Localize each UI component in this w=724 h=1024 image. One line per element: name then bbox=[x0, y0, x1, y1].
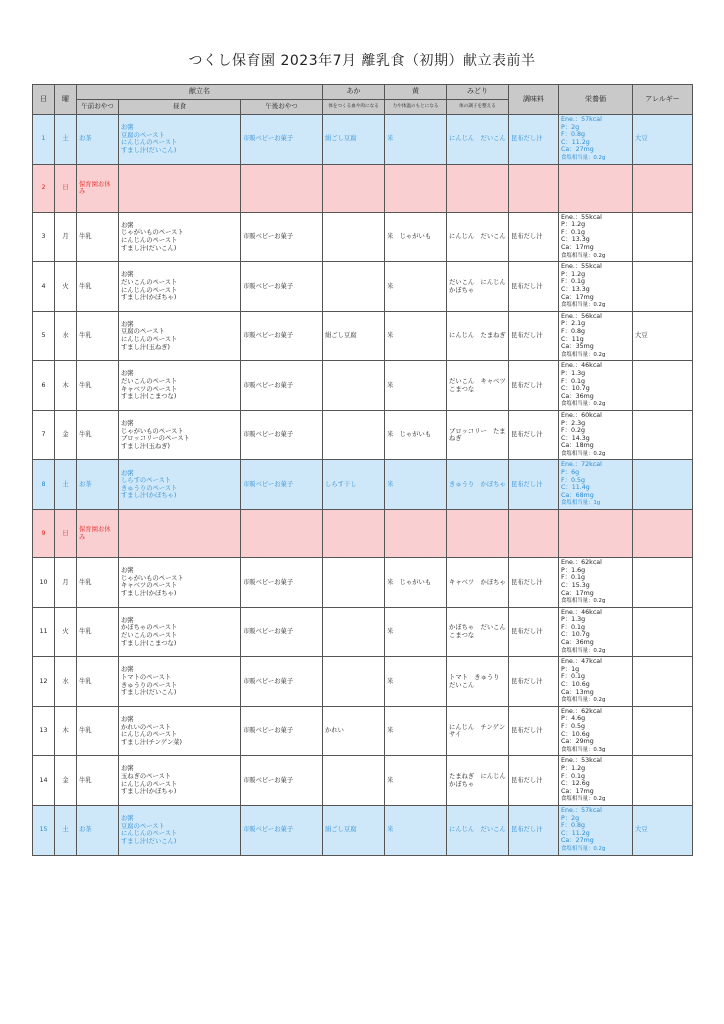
nutrition-cell bbox=[559, 361, 633, 411]
allergy-cell: 大豆 bbox=[633, 311, 693, 361]
lunch-cell: お粥 かぼちゃのペースト だいこんのペースト すまし汁(こまつな) bbox=[119, 607, 241, 657]
salt-equivalent: 食塩相当量：0.2g bbox=[561, 845, 606, 852]
allergy-cell bbox=[633, 706, 693, 756]
allergy-cell bbox=[633, 164, 693, 212]
yellow-food-cell: 米 bbox=[385, 115, 447, 165]
green-food-cell: にんじん チンゲン サイ bbox=[447, 706, 509, 756]
weekday-cell: 水 bbox=[55, 657, 77, 707]
allergy-cell bbox=[633, 410, 693, 460]
green-food-cell: にんじん だいこん bbox=[447, 805, 509, 855]
salt-equivalent: 食塩相当量：0.2g bbox=[561, 598, 606, 605]
header-lunch: 昼食 bbox=[119, 100, 241, 115]
red-food-cell bbox=[323, 262, 385, 312]
seasoning-cell: 昆布だし汁 bbox=[509, 756, 559, 806]
nutrition-values: Ene.：56kcal P：2.1g F：0.8g C：11g Ca：35mg bbox=[561, 312, 602, 351]
table-row bbox=[33, 410, 693, 460]
lunch-cell: お粥 かれいのペースト にんじんのペースト すまし汁(チンゲン菜) bbox=[119, 706, 241, 756]
yellow-food-cell: 米 bbox=[385, 706, 447, 756]
yellow-food-cell: 米 じゃがいも bbox=[385, 212, 447, 262]
salt-equivalent: 食塩相当量：0.2g bbox=[561, 450, 606, 457]
nutrition-values: Ene.：62kcal P：4.6g F：0.5g C：10.6g Ca：29mg bbox=[561, 707, 602, 746]
table-row bbox=[33, 657, 693, 707]
table-row bbox=[33, 558, 693, 608]
lunch-cell: お粥 じゃがいものペースト キャベツのペースト すまし汁(かぼちゃ) bbox=[119, 558, 241, 608]
lunch-cell: お粥 豆腐のペースト にんじんのペースト すまし汁(だいこん) bbox=[119, 115, 241, 165]
red-food-cell bbox=[323, 410, 385, 460]
header-weekday: 曜 bbox=[55, 85, 77, 115]
allergy-cell bbox=[633, 460, 693, 510]
nutrition-cell bbox=[559, 311, 633, 361]
green-food-cell bbox=[447, 164, 509, 212]
allergy-cell bbox=[633, 262, 693, 312]
header-yellow-sub: 力や体温のもとになる bbox=[385, 100, 447, 115]
allergy-cell bbox=[633, 607, 693, 657]
seasoning-cell: 昆布だし汁 bbox=[509, 212, 559, 262]
red-food-cell: 絹ごし豆腐 bbox=[323, 115, 385, 165]
day-cell: 13 bbox=[33, 706, 55, 756]
yellow-food-cell: 米 bbox=[385, 460, 447, 510]
seasoning-cell: 昆布だし汁 bbox=[509, 805, 559, 855]
red-food-cell bbox=[323, 361, 385, 411]
allergy-cell: 大豆 bbox=[633, 805, 693, 855]
yellow-food-cell: 米 bbox=[385, 657, 447, 707]
nutrition-cell bbox=[559, 410, 633, 460]
table-row bbox=[33, 361, 693, 411]
seasoning-cell: 昆布だし汁 bbox=[509, 558, 559, 608]
allergy-cell bbox=[633, 212, 693, 262]
pm-snack-cell bbox=[241, 164, 323, 212]
allergy-cell bbox=[633, 510, 693, 558]
nutrition-values: Ene.：62kcal P：1.6g F：0.1g C：15.3g Ca：17mg bbox=[561, 559, 602, 597]
nutrition-values: Ene.：57kcal P：2g F：0.8g C：11.2g Ca：27mg bbox=[561, 806, 602, 845]
nutrition-cell bbox=[559, 657, 633, 707]
nutrition-values: Ene.：55kcal P：1.2g F：0.1g C：13.3g Ca：17mg bbox=[561, 263, 602, 301]
am-snack-cell: 保育園お休み bbox=[77, 164, 119, 212]
lunch-cell: お粥 じゃがいものペースト ブロッコリーのペースト すまし汁(玉ねぎ) bbox=[119, 410, 241, 460]
allergy-cell bbox=[633, 657, 693, 707]
page-title: つくし保育園 2023年7月 離乳食（初期）献立表前半 bbox=[188, 53, 536, 69]
yellow-food-cell bbox=[385, 510, 447, 558]
yellow-food-cell: 米 bbox=[385, 262, 447, 312]
green-food-cell: トマト きゅうり だいこん bbox=[447, 657, 509, 707]
table-row bbox=[33, 115, 693, 165]
table-row bbox=[33, 510, 693, 558]
nutrition-values: Ene.：53kcal P：1.2g F：0.1g C：12.6g Ca：17mg bbox=[561, 757, 602, 795]
nutrition-cell bbox=[559, 115, 633, 165]
menu-table bbox=[32, 84, 693, 856]
green-food-cell: だいこん キャベツ こまつな bbox=[447, 361, 509, 411]
pm-snack-cell: 市販ベビーお菓子 bbox=[241, 361, 323, 411]
weekday-cell: 月 bbox=[55, 212, 77, 262]
weekday-cell: 土 bbox=[55, 115, 77, 165]
lunch-cell: お粥 じゃがいものペースト にんじんのペースト すまし汁(だいこん) bbox=[119, 212, 241, 262]
header-menu-name: 献立名 bbox=[77, 85, 323, 100]
weekday-cell: 木 bbox=[55, 706, 77, 756]
red-food-cell bbox=[323, 558, 385, 608]
table-row bbox=[33, 262, 693, 312]
weekday-cell: 日 bbox=[55, 164, 77, 212]
yellow-food-cell: 米 bbox=[385, 311, 447, 361]
red-food-cell bbox=[323, 657, 385, 707]
nutrition-cell bbox=[559, 607, 633, 657]
yellow-food-cell bbox=[385, 164, 447, 212]
allergy-cell bbox=[633, 361, 693, 411]
weekday-cell: 水 bbox=[55, 311, 77, 361]
pm-snack-cell bbox=[241, 510, 323, 558]
day-cell: 6 bbox=[33, 361, 55, 411]
green-food-cell: たまねぎ にんじん かぼちゃ bbox=[447, 756, 509, 806]
table-row bbox=[33, 460, 693, 510]
seasoning-cell bbox=[509, 164, 559, 212]
am-snack-cell: 牛乳 bbox=[77, 607, 119, 657]
red-food-cell: 絹ごし豆腐 bbox=[323, 311, 385, 361]
nutrition-values: Ene.：46kcal P：1.3g F：0.1g C：10.7g Ca：36mg bbox=[561, 608, 602, 647]
salt-equivalent: 食塩相当量：0.2g bbox=[561, 351, 606, 358]
pm-snack-cell: 市販ベビーお菓子 bbox=[241, 460, 323, 510]
am-snack-cell: 保育園お休み bbox=[77, 510, 119, 558]
seasoning-cell: 昆布だし汁 bbox=[509, 460, 559, 510]
table-row bbox=[33, 805, 693, 855]
day-cell: 10 bbox=[33, 558, 55, 608]
nutrition-values: Ene.：72kcal P：6g F：0.5g C：11.4g Ca：68mg bbox=[561, 461, 602, 499]
pm-snack-cell: 市販ベビーお菓子 bbox=[241, 657, 323, 707]
salt-equivalent: 食塩相当量：0.3g bbox=[561, 746, 606, 753]
header-pm-snack: 午後おやつ bbox=[241, 100, 323, 115]
red-food-cell bbox=[323, 510, 385, 558]
yellow-food-cell: 米 bbox=[385, 361, 447, 411]
red-food-cell bbox=[323, 212, 385, 262]
lunch-cell: お粥 トマトのペースト きゅうりのペースト すまし汁(だいこん) bbox=[119, 657, 241, 707]
pm-snack-cell: 市販ベビーお菓子 bbox=[241, 410, 323, 460]
seasoning-cell: 昆布だし汁 bbox=[509, 657, 559, 707]
lunch-cell bbox=[119, 510, 241, 558]
nutrition-cell bbox=[559, 706, 633, 756]
nutrition-values: Ene.：55kcal P：1.2g F：0.1g C：13.3g Ca：17mg bbox=[561, 213, 602, 252]
day-cell: 9 bbox=[33, 510, 55, 558]
day-cell: 4 bbox=[33, 262, 55, 312]
red-food-cell: 絹ごし豆腐 bbox=[323, 805, 385, 855]
allergy-cell bbox=[633, 558, 693, 608]
weekday-cell: 月 bbox=[55, 558, 77, 608]
yellow-food-cell: 米 bbox=[385, 805, 447, 855]
day-cell: 14 bbox=[33, 756, 55, 806]
weekday-cell: 土 bbox=[55, 460, 77, 510]
seasoning-cell: 昆布だし汁 bbox=[509, 361, 559, 411]
green-food-cell: かぼちゃ だいこん こまつな bbox=[447, 607, 509, 657]
menu-table-body bbox=[33, 115, 693, 856]
red-food-cell: かれい bbox=[323, 706, 385, 756]
am-snack-cell: 牛乳 bbox=[77, 262, 119, 312]
allergy-cell: 大豆 bbox=[633, 115, 693, 165]
weekday-cell: 土 bbox=[55, 805, 77, 855]
day-cell: 3 bbox=[33, 212, 55, 262]
nutrition-values: Ene.：60kcal P：2.3g F：0.2g C：14.3g Ca：18mg bbox=[561, 411, 602, 450]
salt-equivalent: 食塩相当量：0.2g bbox=[561, 697, 606, 704]
am-snack-cell: 牛乳 bbox=[77, 311, 119, 361]
red-food-cell bbox=[323, 164, 385, 212]
green-food-cell: にんじん だいこん bbox=[447, 115, 509, 165]
pm-snack-cell: 市販ベビーお菓子 bbox=[241, 558, 323, 608]
salt-equivalent: 食塩相当量：0.2g bbox=[561, 401, 606, 408]
salt-equivalent: 食塩相当量：0.2g bbox=[561, 796, 606, 803]
header-red: あか bbox=[323, 85, 385, 100]
day-cell: 1 bbox=[33, 115, 55, 165]
salt-equivalent: 食塩相当量：0.2g bbox=[561, 647, 606, 654]
pm-snack-cell: 市販ベビーお菓子 bbox=[241, 262, 323, 312]
yellow-food-cell: 米 じゃがいも bbox=[385, 558, 447, 608]
salt-equivalent: 食塩相当量：0.2g bbox=[561, 252, 606, 259]
nutrition-cell bbox=[559, 510, 633, 558]
table-row bbox=[33, 212, 693, 262]
lunch-cell: お粥 豆腐のペースト にんじんのペースト すまし汁(だいこん) bbox=[119, 805, 241, 855]
nutrition-values: Ene.：57kcal P：2g F：0.8g C：11.2g Ca：27mg bbox=[561, 116, 602, 154]
table-row bbox=[33, 756, 693, 806]
header-red-sub: 体をつくる血や肉になる bbox=[323, 100, 385, 115]
seasoning-cell bbox=[509, 510, 559, 558]
pm-snack-cell: 市販ベビーお菓子 bbox=[241, 756, 323, 806]
header-am-snack: 午前おやつ bbox=[77, 100, 119, 115]
green-food-cell: にんじん たまねぎ bbox=[447, 311, 509, 361]
header-seasoning: 調味料 bbox=[509, 85, 559, 115]
nutrition-cell bbox=[559, 262, 633, 312]
nutrition-cell bbox=[559, 558, 633, 608]
green-food-cell: ブロッコリー たま ねぎ bbox=[447, 410, 509, 460]
pm-snack-cell: 市販ベビーお菓子 bbox=[241, 115, 323, 165]
am-snack-cell: 牛乳 bbox=[77, 706, 119, 756]
table-row bbox=[33, 706, 693, 756]
seasoning-cell: 昆布だし汁 bbox=[509, 262, 559, 312]
day-cell: 5 bbox=[33, 311, 55, 361]
lunch-cell: お粥 玉ねぎのペースト にんじんのペースト すまし汁(かぼちゃ) bbox=[119, 756, 241, 806]
green-food-cell bbox=[447, 510, 509, 558]
seasoning-cell: 昆布だし汁 bbox=[509, 706, 559, 756]
day-cell: 12 bbox=[33, 657, 55, 707]
am-snack-cell: 牛乳 bbox=[77, 212, 119, 262]
lunch-cell: お粥 だいこんのペースト にんじんのペースト すまし汁(かぼちゃ) bbox=[119, 262, 241, 312]
weekday-cell: 木 bbox=[55, 361, 77, 411]
header-green: みどり bbox=[447, 85, 509, 100]
pm-snack-cell: 市販ベビーお菓子 bbox=[241, 311, 323, 361]
lunch-cell: お粥 豆腐のペースト にんじんのペースト すまし汁(玉ねぎ) bbox=[119, 311, 241, 361]
seasoning-cell: 昆布だし汁 bbox=[509, 311, 559, 361]
lunch-cell: お粥 しらすのペースト きゅうりのペースト すまし汁(かぼちゃ) bbox=[119, 460, 241, 510]
nutrition-values: Ene.：46kcal P：1.3g F：0.1g C：10.7g Ca：36mg bbox=[561, 362, 602, 400]
seasoning-cell: 昆布だし汁 bbox=[509, 410, 559, 460]
header-day: 日 bbox=[33, 85, 55, 115]
green-food-cell: きゅうり かぼちゃ bbox=[447, 460, 509, 510]
green-food-cell: だいこん にんじん かぼちゃ bbox=[447, 262, 509, 312]
nutrition-cell bbox=[559, 164, 633, 212]
nutrition-values: Ene.：47kcal P：1g F：0.1g C：10.6g Ca：13mg bbox=[561, 658, 602, 696]
seasoning-cell: 昆布だし汁 bbox=[509, 115, 559, 165]
weekday-cell: 火 bbox=[55, 262, 77, 312]
salt-equivalent: 食塩相当量：0.2g bbox=[561, 302, 606, 309]
day-cell: 7 bbox=[33, 410, 55, 460]
yellow-food-cell: 米 bbox=[385, 756, 447, 806]
am-snack-cell: お茶 bbox=[77, 805, 119, 855]
am-snack-cell: お茶 bbox=[77, 460, 119, 510]
am-snack-cell: 牛乳 bbox=[77, 756, 119, 806]
day-cell: 15 bbox=[33, 805, 55, 855]
lunch-cell bbox=[119, 164, 241, 212]
am-snack-cell: 牛乳 bbox=[77, 361, 119, 411]
am-snack-cell: 牛乳 bbox=[77, 558, 119, 608]
nutrition-cell bbox=[559, 212, 633, 262]
lunch-cell: お粥 だいこんのペースト キャベツのペースト すまし汁(こまつな) bbox=[119, 361, 241, 411]
yellow-food-cell: 米 じゃがいも bbox=[385, 410, 447, 460]
table-row bbox=[33, 607, 693, 657]
nutrition-cell bbox=[559, 805, 633, 855]
am-snack-cell: お茶 bbox=[77, 115, 119, 165]
day-cell: 8 bbox=[33, 460, 55, 510]
red-food-cell bbox=[323, 607, 385, 657]
weekday-cell: 金 bbox=[55, 410, 77, 460]
header-yellow: 黄 bbox=[385, 85, 447, 100]
nutrition-cell bbox=[559, 460, 633, 510]
pm-snack-cell: 市販ベビーお菓子 bbox=[241, 607, 323, 657]
table-row bbox=[33, 311, 693, 361]
red-food-cell: しらす干し bbox=[323, 460, 385, 510]
weekday-cell: 火 bbox=[55, 607, 77, 657]
day-cell: 2 bbox=[33, 164, 55, 212]
green-food-cell: にんじん だいこん bbox=[447, 212, 509, 262]
weekday-cell: 金 bbox=[55, 756, 77, 806]
pm-snack-cell: 市販ベビーお菓子 bbox=[241, 805, 323, 855]
header-nutrition: 栄養価 bbox=[559, 85, 633, 115]
seasoning-cell: 昆布だし汁 bbox=[509, 607, 559, 657]
table-row bbox=[33, 164, 693, 212]
red-food-cell bbox=[323, 756, 385, 806]
yellow-food-cell: 米 bbox=[385, 607, 447, 657]
salt-equivalent: 食塩相当量：1g bbox=[561, 500, 601, 507]
salt-equivalent: 食塩相当量：0.2g bbox=[561, 154, 606, 161]
weekday-cell: 日 bbox=[55, 510, 77, 558]
am-snack-cell: 牛乳 bbox=[77, 657, 119, 707]
nutrition-cell bbox=[559, 756, 633, 806]
header-green-sub: 体の調子を整える bbox=[447, 100, 509, 115]
green-food-cell: キャベツ かぼちゃ bbox=[447, 558, 509, 608]
am-snack-cell: 牛乳 bbox=[77, 410, 119, 460]
header-row-top bbox=[33, 85, 693, 100]
allergy-cell bbox=[633, 756, 693, 806]
pm-snack-cell: 市販ベビーお菓子 bbox=[241, 706, 323, 756]
pm-snack-cell: 市販ベビーお菓子 bbox=[241, 212, 323, 262]
day-cell: 11 bbox=[33, 607, 55, 657]
header-allergy: アレルギー bbox=[633, 85, 693, 115]
